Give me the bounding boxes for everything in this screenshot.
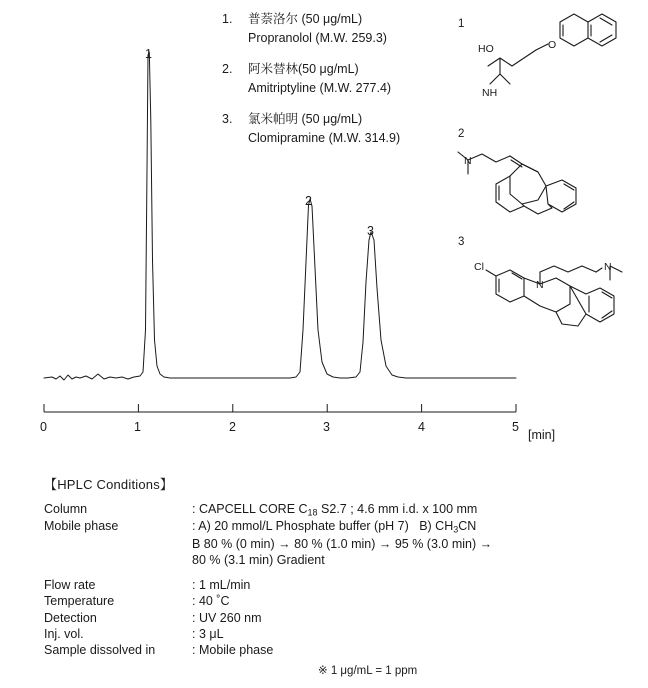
- condition-value-text: 1 mL/min: [198, 578, 251, 593]
- legend-name-en: Propranolol (M.W. 259.3): [248, 31, 387, 46]
- spacer: [44, 570, 624, 579]
- condition-row-column: [44, 503, 624, 518]
- condition-row-temperature: [44, 595, 624, 608]
- legend-name-cn: 阿米替林(50 μg/mL): [248, 61, 359, 76]
- peak-label-2: 2: [305, 194, 312, 208]
- structure1-ho-label: HO: [478, 43, 494, 55]
- condition-value-text: UV 260 nm: [198, 610, 262, 625]
- structure3-ring-n-label: N: [536, 279, 544, 291]
- condition-key: Temperature: [44, 594, 115, 609]
- condition-row-inj-vol: [44, 628, 624, 641]
- structure-label-2: 2: [458, 128, 465, 140]
- x-tick-label-4: 4: [418, 420, 425, 434]
- condition-value: : 40 ˚C: [192, 594, 230, 609]
- legend-name-en: Clomipramine (M.W. 314.9): [248, 130, 401, 145]
- legend-name-cn: 普萘洛尔 (50 μg/mL): [248, 12, 363, 26]
- condition-key: Mobile phase: [44, 519, 119, 534]
- legend-name-en: Amitriptyline (M.W. 277.4): [248, 81, 392, 96]
- condition-key: Flow rate: [44, 578, 96, 593]
- condition-value-continued-2: 80 % (3.1 min) Gradient: [192, 553, 325, 568]
- x-tick-label-2: 2: [229, 420, 236, 434]
- x-tick-label-3: 3: [323, 420, 330, 434]
- condition-key: Detection: [44, 610, 97, 625]
- condition-value: : 1 mL/min: [192, 578, 251, 593]
- condition-value: : CAPCELL CORE $C_{18}$ S2.7 ; 4.6 mm i.d. x 100 mm: [192, 501, 478, 517]
- condition-value-text: Mobile phase: [198, 642, 274, 657]
- condition-row-detection: [44, 612, 624, 625]
- structure3-chain-n-label: N: [604, 261, 612, 273]
- x-tick-label-0: 0: [40, 420, 47, 434]
- condition-value-text: 3 μL: [198, 626, 224, 641]
- condition-row-sample-dissolved-in: [44, 644, 624, 657]
- condition-value: : 3 μL: [192, 626, 224, 641]
- structure3-cl-label: Cl: [474, 261, 484, 273]
- condition-value: : Mobile phase: [192, 642, 274, 657]
- condition-value: : A) 20 mmol/L Phosphate buffer (pH 7) B) $CH_3CN$: [192, 519, 477, 535]
- chromatogram-trace: [44, 52, 516, 380]
- peak-label-1: 1: [145, 47, 152, 61]
- footnote: ※ 1 μg/mL = 1 ppm: [318, 665, 418, 677]
- legend-number: 1.: [222, 12, 233, 26]
- peak-label-3: 3: [367, 224, 374, 238]
- structure1-o-label: O: [548, 39, 557, 51]
- structure-label-1: 1: [458, 18, 465, 30]
- condition-key: Inj. vol.: [44, 626, 84, 641]
- condition-value-continued-1: B 80 % (0 min) → 80 % (1.0 min) → 95 % (3.0 min) →: [192, 537, 493, 552]
- x-tick-label-5: 5: [512, 420, 519, 434]
- condition-row-mobile-phase: [44, 520, 624, 535]
- condition-key: Sample dissolved in: [44, 642, 156, 657]
- condition-row-flow-rate: [44, 579, 624, 592]
- x-tick-label-1: 1: [134, 420, 141, 434]
- conditions-title: 【HPLC Conditions】: [44, 477, 174, 492]
- x-axis-unit-label: [min]: [528, 428, 556, 442]
- legend-number: 2.: [222, 61, 233, 76]
- structure1-nh-label: NH: [482, 87, 498, 99]
- legend-number: 3.: [222, 111, 233, 126]
- structure2-n-label: N: [464, 155, 472, 167]
- legend-name-cn: 氯米帕明 (50 μg/mL): [248, 111, 363, 126]
- condition-value: : UV 260 nm: [192, 610, 262, 625]
- condition-key: Column: [44, 501, 88, 516]
- condition-value-text: 40 ˚C: [198, 594, 230, 609]
- hplc-conditions: [44, 478, 624, 660]
- structure-label-3: 3: [458, 236, 465, 248]
